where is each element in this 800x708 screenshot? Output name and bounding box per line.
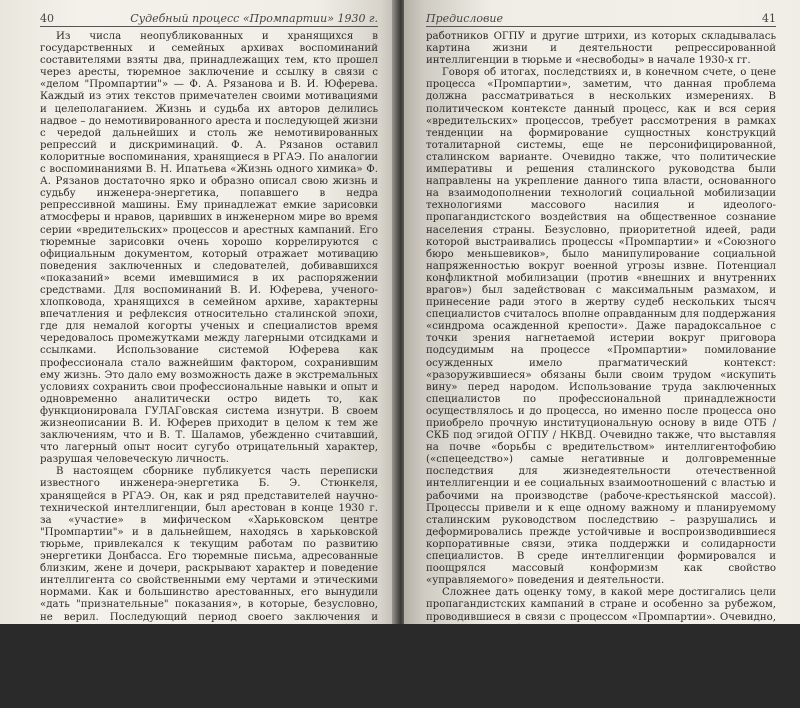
left-page-number: 40: [40, 12, 54, 25]
paragraph: Из числа неопубликованных и хранящихся в государственных и семейных архивах воспоминаний составителями взяты два, принадлежащих тем, кто прошел через аресты, тюремное заключение и ссылку в связи с «делом "Промпартии"» — Ф. А. Рязанова и В. И. Юферева. Каждый из этих текстов примечателен своими мотивациями и целеполаганием. Жизнь и судьба их авторов делились надвое – до немотивированного ареста и последующей жизни с чередой дальнейших и столь же немотивированных репрессий и дискриминаций. Ф. А. Рязанов оставил колоритные воспоминания, хранящиеся в РГАЭ. По аналогии с воспоминаниями В. Н. Ипатьева «Жизнь одного химика» Ф. А. Рязанов достаточно ярко и образно описал свою жизнь и судьбу инженера-энергетика, попавшего в недра репрессивной машины. Ему принадлежат емкие зарисовки атмосферы и нравов, царивших в инженерном мире во время серии «вредительских» процессов и арестных кампаний. Его тюремные зарисовки очень хорошо коррелируются с официальным документом, который отражает мотивацию поведения заключенных и следователей, добивавшихся «показаний» всеми имевшимися в их распоряжении средствами. Для воспоминаний В. И. Юферева, ученого-хлопковода, хранящихся в семейном архиве, характерны впечатления и рефлексия относительно сталинской эпохи, где для немалой когорты ученых и специалистов время чередовалось промежутками между лагерными отсидками и ссылками. Использование системой Юферева как профессионала стало важнейшим фактором, сохранившим ему жизнь. Это дало ему возможность даже в экстремальных условиях сохранить свои профессиональные навыки и опыт и одновременно аналитически остро видеть то, как функционировала ГУЛАГовская система изнутри. В своем жизнеописании В. И. Юферев приходит в целом к тем же заключениям, что и В. Т. Шаламов, убежденно считавший, что лагерный опыт носит сугубо отрицательный характер, разрушая человеческую личность.: [40, 31, 378, 466]
paragraph: работников ОГПУ и другие штрихи, из которых складывалась картина жизни и деятельности репрессированной интеллигенции в тюрьме и «несвободы» в начале 1930-х гг.: [426, 31, 776, 67]
right-page-body: [426, 31, 776, 696]
paragraph: Говоря об итогах, последствиях и, в конечном счете, о цене процесса «Промпартии», заметим, что данная проблема должна рассматриваться в нескольких измерениях. В политическом контексте данный процесс, как и вся серия «вредительских» процессов, требует рассмотрения в рамках тенденции на формирование сущностных конструкций тоталитарной системы, еще не персонифицированной, сталинском варианте. Очевидно также, что политические императивы и решения сталинского руководства были направлены на укрепление данного типа власти, основанного на взаимодополнении технологий социальной мобилизации технологиями массового насилия и идеолого-пропагандистского воздействия на общественное сознание населения страны. Безусловно, приоритетной идеей, ради которой выстраивались процессы «Промпартии» и «Союзного бюро меньшевиков», было манипулирование социальной напряженностью вокруг военной угрозы извне. Потенциал конфликтной мобилизации (против «внешних и внутренних врагов») был задействован с максимальным размахом, и принесение ради этого в жертву судеб нескольких тысяч специалистов считалось вполне оправданным для поддержания «синдрома осажденной крепости». Даже парадоксальное с точки зрения нагнетаемой истерии вокруг приговора подсудимым на процессе «Промпартии» помилование осужденных имело прагматический контекст: «разоружившиеся» обязаны были своим трудом «искупить вину» перед народом. Использование труда заключенных специалистов по профессиональной принадлежности осуществлялось и до процесса, но именно после процесса оно приобрело прочную институциональную основу в виде ОТБ / СКБ под эгидой ОГПУ / НКВД. Очевидно также, что выставляя на почве «борьбы с вредительством» интеллигентофобию («спецеедство») самые негативные и долговременные последствия для жизнедеятельности отечественной интеллигенции и ее социальных взаимоотношений с властью и рабочими на производстве (рабоче-крестьянской массой). Процессы привели и к еще одному важному и планируемому сталинским руководством последствию – разрушались и деформировались прежде устойчивые и воспроизводившиеся корпоративные связи, этика поддержки и солидарности специалистов. В среде интеллигенции формировался и поощрялся массовый конформизм как свойство «управляемого» поведения и деятельности.: [426, 67, 776, 587]
right-running-head: Предисловие: [426, 12, 503, 25]
paragraph: Сложнее дать оценку тому, в какой мере достигались цели пропагандистских кампаний в стране и особенно за рубежом, проводившиеся в связи с процессом «Промпартии». Очевидно, что здесь были задействованы ресурсы, намного превосходившие те, что были задействованы в ходе Шахтинского процесса. Между тем документы и материалы свидетельствуют о несовпадении ожиданий организаторов контрпропаганды на зарубежные, прежде всего европейские, страны и реальных результ: [426, 587, 776, 696]
left-page-header: [40, 6, 378, 27]
right-page: [404, 0, 800, 696]
left-page-body: [40, 31, 378, 708]
right-page-header: [426, 6, 776, 27]
paragraph: В настоящем сборнике публикуется часть переписки известного инженера-энергетика Б. Э. Стюнкеля, хранящейся в РГАЭ. Он, как и ряд представителей научно-технической интеллигенции, был арестован в конце 1930 г. за «участие» в мифическом «Харьковском центре "Промпартии"» и в дальнейшем, находясь в харьковской тюрьме, привлекался к текущим работам по развитию энергетики Донбасса. Его тюремные письма, адресованные близким, жене и дочери, раскрывают характер и поведение интеллигента со свойственными ему чертами и этическими нормами. Как и большинство арестованных, его вынудили «дать "признательные" показания», в которые, безусловно, не верил. Последующий период своего заключения и профессиональную деятельность он воспринимал как бремя, которое следует нести, оставаясь верным своей профессии. В письмах Стюнкеля прослеживаются цензурные и самоцензурные ограничения, при этом в них содержится весьма ценная информация для понимания тех деталей, как режим работы и содержания заключенных специалистов, взаимоотношения последних с «хозяевами» из числа: [40, 466, 378, 708]
left-page: [0, 0, 396, 708]
left-running-head: Судебный процесс «Промпартии» 1930 г.: [130, 12, 378, 25]
right-page-number: 41: [762, 12, 776, 25]
